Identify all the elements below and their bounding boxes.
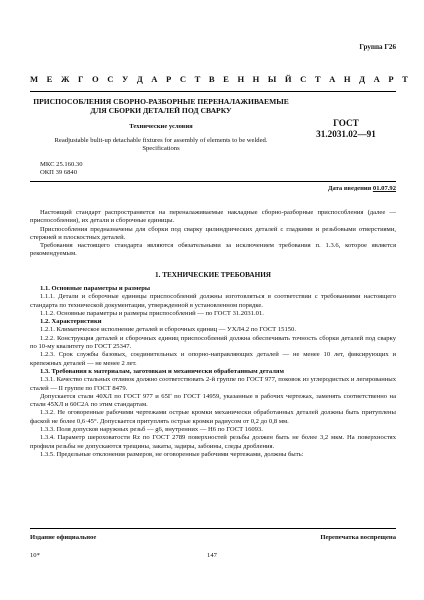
reprint-prohibited-note: Перепечатка воспрещена bbox=[320, 534, 396, 541]
clause: 1.1.1. Детали и сборочные единицы приспособлений должны изготовляться в соответствии с требованиями настоящего стандарта по технической документации, утвержденной в установленном порядке. bbox=[30, 293, 396, 309]
document-title bbox=[30, 97, 292, 116]
clause: 1.3.4. Параметр шероховатости Rz по ГОСТ 2789 поверхностей резьбы должен быть не более 3,2 мкм. На поверхностях профиля резьбы не допускаются трещины, закаты, задиры, забоины, следы дробления. bbox=[30, 434, 396, 450]
clause: 1.2.1. Климатическое исполнение деталей и сборочных единиц — УХЛ4.2 по ГОСТ 15150. bbox=[40, 326, 296, 334]
banner-rule bbox=[30, 91, 396, 92]
document-subtitle: Технические условия bbox=[129, 123, 193, 130]
clause: Допускается стали 40ХЛ по ГОСТ 977 и 65Г по ГОСТ 14959, указанные в рабочих чертежах, заменять соответственно на стали 45ХЛ и 60С2А по этим стандартам. bbox=[30, 392, 396, 409]
section-body bbox=[30, 285, 396, 459]
signature-mark: 10* bbox=[30, 552, 40, 559]
group-code: Группа Г26 bbox=[359, 43, 396, 51]
mks-code: МКС 25.160.30 bbox=[40, 161, 83, 168]
intro-paragraph: Приспособления предназначены для сборки под сварку цилиндрических деталей с гладкими и резьбовыми отверстиями, стержней и плоскостных деталей. bbox=[30, 225, 396, 241]
clause: 1.3.3. Поля допусков наружных резьб — g6, внутренних — H6 по ГОСТ 16093. bbox=[40, 426, 263, 434]
english-title-line-2: Specifications bbox=[142, 145, 180, 153]
clause: 1.3.1. Качество стальных отливок должно соответствовать 2-й группе по ГОСТ 977, поковок из углеродистых и легированных сталей — II группе по ГОСТ 8479. bbox=[30, 376, 396, 392]
gost-number: 31.2031.02—91 bbox=[316, 129, 376, 139]
subsection-heading: 1.1. Основные параметры и размеры bbox=[40, 285, 151, 292]
intro-date-label: Дата введения bbox=[327, 185, 372, 192]
intro-paragraph: Требования настоящего стандарта являются обязательными за исключением требования п. 1.3.6, которое является рекомендуемым. bbox=[30, 242, 396, 258]
footer-divider bbox=[30, 528, 396, 529]
gost-designation bbox=[296, 118, 396, 140]
subsection-heading: 1.3. Требования к материалам, заготовкам и механически обработанным деталям bbox=[40, 367, 284, 375]
clause: 1.3.2. Не оговоренные рабочими чертежами острые кромки механически обработанных деталей должны быть притуплены фаской не более 0,6·45°. Допускается притуплять острые кромки радиусом от 0,2 до 0,8 мм. bbox=[30, 409, 396, 425]
clause: 1.2.3. Срок службы базовых, соединительных и опорно-направляющих деталей — не менее 10 лет, фиксирующих и крепежных деталей — не менее 2 лет. bbox=[30, 351, 396, 367]
official-edition-note: Издание официальное bbox=[30, 534, 97, 541]
gost-label: ГОСТ bbox=[333, 118, 359, 128]
clause: 1.3.5. Предельные отклонения размеров, не оговоренные рабочими чертежами, должны быть: bbox=[40, 450, 304, 458]
introduction-date bbox=[230, 185, 396, 193]
clause: 1.2.2. Конструкция деталей и сборочных единиц приспособлений должна обеспечивать точность сборки деталей под сварку по 10-му квалитету по ГОСТ 25347. bbox=[30, 334, 396, 351]
okp-code: ОКП 39 6840 bbox=[40, 169, 77, 177]
standard-banner: М Е Ж Г О С У Д А Р С Т В Е Н Н Ы Й С Т А Н Д А Р Т bbox=[30, 74, 412, 84]
clause: 1.1.2. Основные параметры и размеры приспособлений — по ГОСТ 31.2031.01. bbox=[40, 309, 264, 317]
header-divider bbox=[30, 181, 396, 182]
intro-date-value: 01.07.92 bbox=[372, 185, 396, 192]
introduction bbox=[30, 209, 396, 259]
section-heading: 1. ТЕХНИЧЕСКИЕ ТРЕБОВАНИЯ bbox=[155, 271, 271, 279]
subsection-heading: 1.2. Характеристики bbox=[40, 318, 102, 326]
intro-paragraph: Настоящий стандарт распространяется на переналаживаемые накладные сборно-разборные приспособления (далее — приспособления), их детали и сборочные единицы. bbox=[30, 209, 396, 225]
title-line-2: ДЛЯ СБОРКИ ДЕТАЛЕЙ ПОД СВАРКУ bbox=[90, 106, 232, 116]
classification-codes bbox=[40, 161, 240, 178]
page-number: 147 bbox=[207, 552, 217, 559]
english-title bbox=[30, 137, 292, 154]
title-line-1: ПРИСПОСОБЛЕНИЯ СБОРНО-РАЗБОРНЫЕ ПЕРЕНАЛАЖИВАЕМЫЕ bbox=[33, 97, 289, 106]
english-title-line-1: Readjustable bulit-up detachable fixtures for assembly of elements to be welded. bbox=[54, 137, 268, 144]
